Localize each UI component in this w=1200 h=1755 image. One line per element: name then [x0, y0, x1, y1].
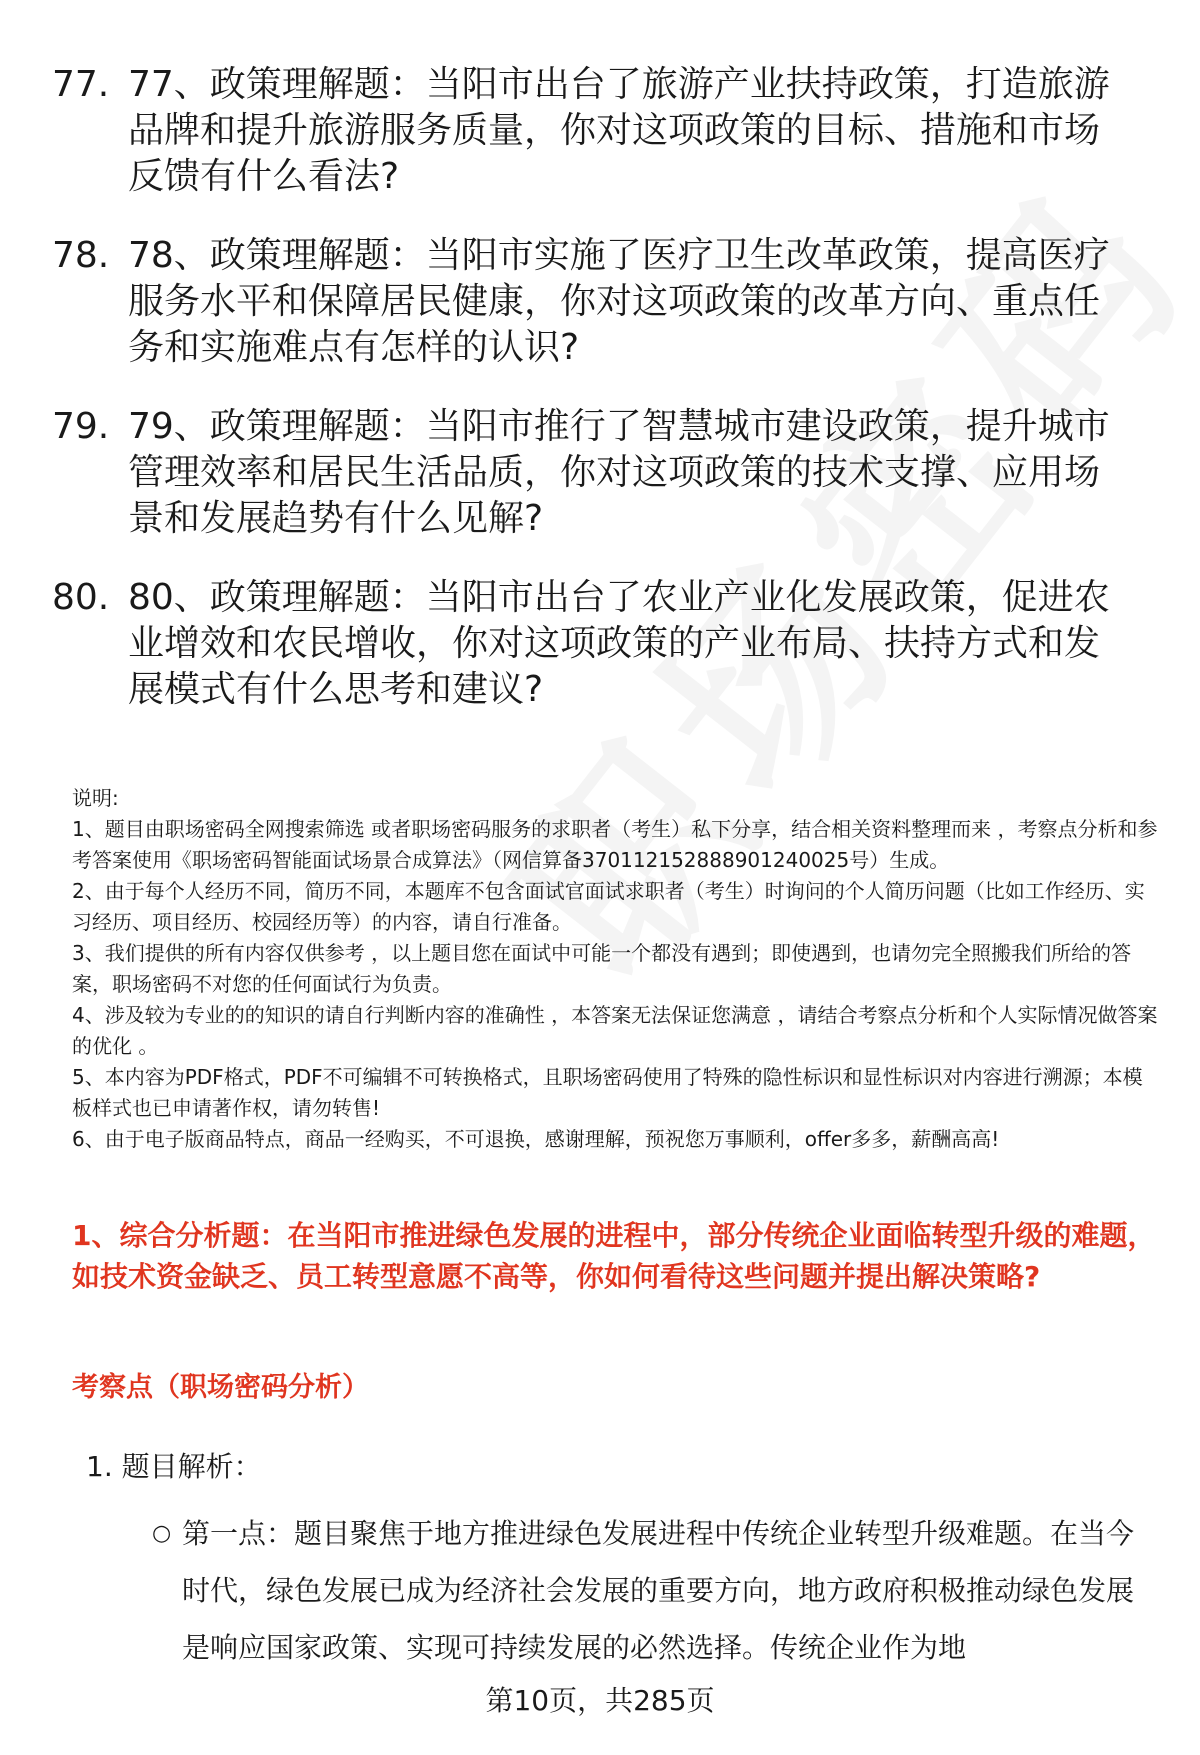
note-item: 4、涉及较为专业的的知识的请自行判断内容的准确性 ，本答案无法保证您满意 ，请结合考察点分析和个人实际情况做答案的优化 。	[72, 1003, 1158, 1058]
question-number: 79.	[52, 406, 110, 447]
featured-question: 1、综合分析题：在当阳市推进绿色发展的进程中，部分传统企业面临转型升级的难题，如技术资金缺乏、员工转型意愿不高等，你如何看待这些问题并提出解决策略?	[72, 1219, 1156, 1293]
question-number: 77.	[52, 64, 110, 105]
question-number: 78.	[52, 235, 110, 276]
list-item	[52, 404, 1152, 542]
question-text: 80、政策理解题：当阳市出台了农业产业化发展政策，促进农业增效和农民增收，你对这项政策的产业布局、扶持方式和发展模式有什么思考和建议?	[128, 577, 1110, 710]
note-item: 6、由于电子版商品特点，商品一经购买，不可退换，感谢理解，预祝您万事顺利，offer多多，薪酬高高!	[72, 1127, 1000, 1151]
page-number: 第10页，共285页	[485, 1684, 715, 1717]
question-text: 79、政策理解题：当阳市推行了智慧城市建设政策，提升城市管理效率和居民生活品质，你对这项政策的技术支撑、应用场景和发展趋势有什么见解?	[128, 406, 1110, 539]
circle-bullet-icon: ○	[152, 1521, 172, 1546]
question-number: 80.	[52, 577, 110, 618]
note-item: 2、由于每个人经历不同，简历不同，本题库不包含面试官面试求职者（考生）时询问的个人简历问题（比如工作经历、实习经历、项目经历、校园经历等）的内容，请自行准备。	[72, 879, 1145, 934]
list-item	[52, 575, 1152, 713]
notes-title: 说明:	[72, 786, 119, 810]
analysis-item-label: 1. 题目解析：	[86, 1450, 262, 1483]
question-list	[52, 62, 1152, 746]
note-item: 3、我们提供的所有内容仅供参考 ，以上题目您在面试中可能一个都没有遇到；即使遇到，也请勿完全照搬我们所给的答案，职场密码不对您的任何面试行为负责。	[72, 941, 1132, 996]
note-item: 1、题目由职场密码全网搜索筛选 或者职场密码服务的求职者（考生）私下分享，结合相关资料整理而来 ，考察点分析和参考答案使用《职场密码智能面试场景合成算法》（网信算备370112152888901240025号）生成。	[72, 817, 1158, 872]
question-text: 78、政策理解题：当阳市实施了医疗卫生改革政策，提高医疗服务水平和保障居民健康，你对这项政策的改革方向、重点任务和实施难点有怎样的认识?	[128, 235, 1110, 368]
notes-section	[72, 783, 1162, 1155]
list-item	[52, 62, 1152, 200]
list-item	[52, 233, 1152, 371]
analysis-bullet	[152, 1505, 1157, 1676]
section-title: 考察点（职场密码分析）	[72, 1372, 369, 1403]
question-text: 77、政策理解题：当阳市出台了旅游产业扶持政策，打造旅游品牌和提升旅游服务质量，你对这项政策的目标、措施和市场反馈有什么看法?	[128, 64, 1110, 197]
note-item: 5、本内容为PDF格式，PDF不可编辑不可转换格式，且职场密码使用了特殊的隐性标识和显性标识对内容进行溯源；本模板样式也已申请著作权，请勿转售!	[72, 1065, 1143, 1120]
bullet-text: 第一点：题目聚焦于地方推进绿色发展进程中传统企业转型升级难题。在当今时代，绿色发展已成为经济社会发展的重要方向，地方政府积极推动绿色发展是响应国家政策、实现可持续发展的必然选择。传统企业作为地	[182, 1517, 1135, 1664]
